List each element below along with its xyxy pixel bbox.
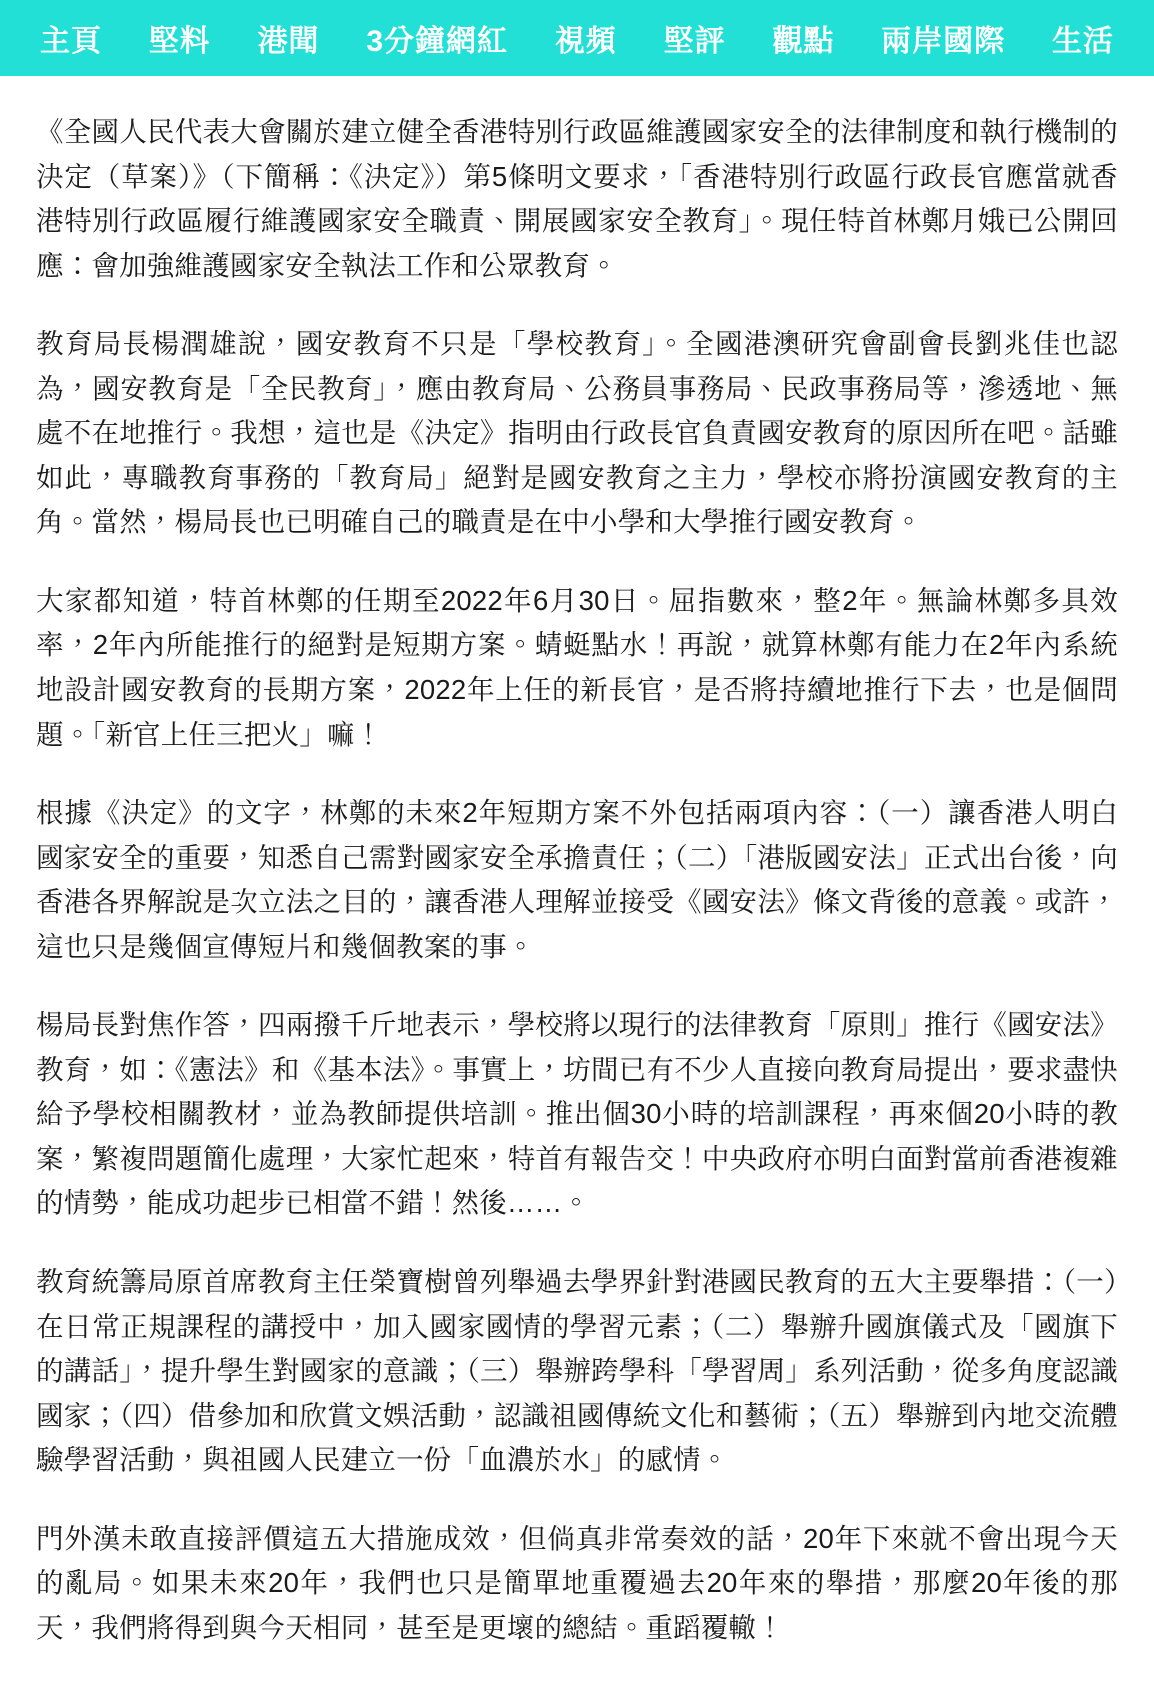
- article-paragraph: 教育統籌局原首席教育主任榮寶樹曾列舉過去學界針對港國民教育的五大主要舉措：（一）在日常正規課程的講授中，加入國家國情的學習元素；（二）舉辦升國旗儀式及「國旗下的講話」，提升學生對國家的意識；（三）舉辦跨學科「學習周」系列活動，從多角度認識國家；（四）借參加和欣賞文娛活動，認識祖國傳統文化和藝術；（五）舉辦到內地交流體驗學習活動，與祖國人民建立一份「血濃於水」的感情。: [36, 1266, 1118, 1476]
- nav-item-hongkong[interactable]: 港聞: [257, 25, 320, 58]
- nav-item-3min-influencer[interactable]: 3分鐘網紅: [366, 25, 509, 58]
- nav-item-comment[interactable]: 堅評: [663, 25, 726, 58]
- article-paragraph: 門外漢未敢直接評價這五大措施成效，但倘真非常奏效的話，20年下來就不會出現今天的亂局。如果未來20年，我們也只是簡單地重覆過去20年來的舉措，那麼20年後的那天，我們將得到與今天相同，甚至是更壞的總結。重蹈覆轍！: [36, 1522, 1118, 1643]
- nav-item-news[interactable]: 堅料: [148, 25, 211, 58]
- nav-item-home[interactable]: 主頁: [40, 25, 102, 58]
- article-body: [0, 76, 1154, 1690]
- nav-item-opinion[interactable]: 觀點: [772, 25, 835, 58]
- article-paragraph: 根據《決定》的文字，林鄭的未來2年短期方案不外包括兩項內容：（一）讓香港人明白國家安全的重要，知悉自己需對國家安全承擔責任；（二）「港版國安法」正式出台後，向香港各界解說是次立法之目的，讓香港人理解並接受《國安法》條文背後的意義。或許，這也只是幾個宣傳短片和幾個教案的事。: [36, 797, 1118, 962]
- article-paragraph: 大家都知道，特首林鄭的任期至2022年6月30日。屈指數來，整2年。無論林鄭多具效率，2年內所能推行的絕對是短期方案。蜻蜓點水！再說，就算林鄭有能力在2年內系統地設計國安教育的長期方案，2022年上任的新長官，是否將持續地推行下去，也是個問題。「新官上任三把火」嘛！: [36, 584, 1118, 750]
- article-paragraph: 《全國人民代表大會關於建立健全香港特別行政區維護國家安全的法律制度和執行機制的決定（草案）》（下簡稱：《決定》）第5條明文要求，「香港特別行政區行政長官應當就香港特別行政區履行維護國家安全職責、開展國家安全教育」。現任特首林鄭月娥已公開回應：會加強維護國家安全執法工作和公眾教育。: [36, 116, 1118, 281]
- nav-item-video[interactable]: 視頻: [554, 25, 617, 58]
- article-paragraph: 楊局長對焦作答，四兩撥千斤地表示，學校將以現行的法律教育「原則」推行《國安法》教育，如：《憲法》和《基本法》。事實上，坊間已有不少人直接向教育局提出，要求盡快給予學校相關教材，並為教師提供培訓。推出個30小時的培訓課程，再來個20小時的教案，繁複問題簡化處理，大家忙起來，特首有報告交！中央政府亦明白面對當前香港複雜的情勢，能成功起步已相當不錯！然後……。: [36, 1009, 1118, 1219]
- article-paragraph: 教育局長楊潤雄說，國安教育不只是「學校教育」。全國港澳研究會副會長劉兆佳也認為，國安教育是「全民教育」，應由教育局、公務員事務局、民政事務局等，滲透地、無處不在地推行。我想，這也是《決定》指明由行政長官負責國安教育的原因所在吧。話雖如此，專職教育事務的「教育局」絕對是國安教育之主力，學校亦將扮演國安教育的主角。當然，楊局長也已明確自己的職責是在中小學和大學推行國安教育。: [36, 328, 1118, 538]
- nav-item-cross-strait-international[interactable]: 兩岸國際: [881, 25, 1006, 58]
- nav-item-life[interactable]: 生活: [1051, 25, 1114, 58]
- main-navigation: [0, 0, 1154, 76]
